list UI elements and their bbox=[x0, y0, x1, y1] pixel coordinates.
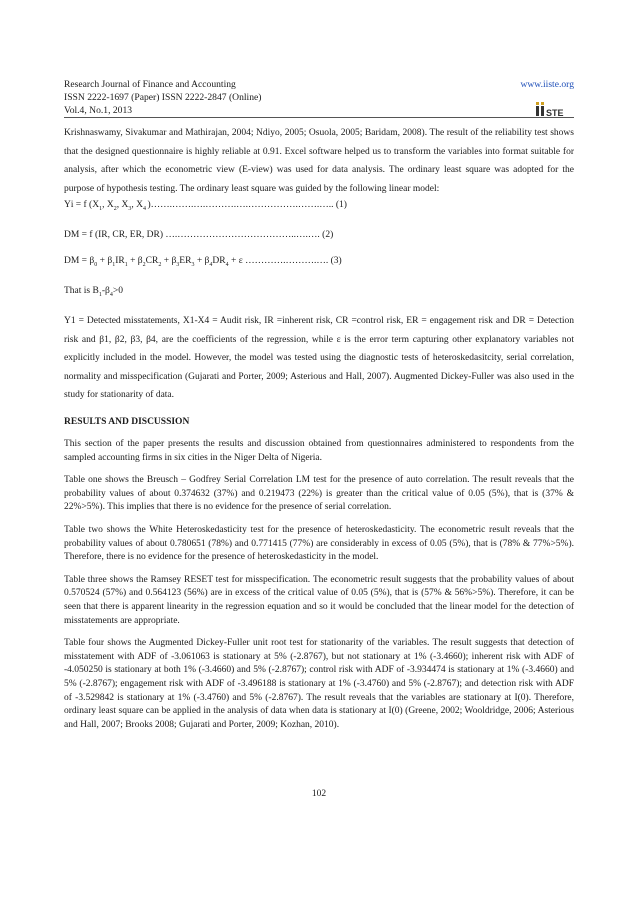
journal-url-link[interactable]: www.iiste.org bbox=[520, 79, 574, 90]
section-heading: RESULTS AND DISCUSSION bbox=[64, 417, 190, 428]
results-intro: This section of the paper presents the results and discussion obtained from questionnaires administered to respondents from the sampled accounting firms in six cities in the Niger Delta of Nigeria. bbox=[64, 439, 574, 463]
intro-paragraph: Krishnaswamy, Sivakumar and Mathirajan, 2004; Ndiyo, 2005; Osuola, 2005; Baridam, 2008). The result of the reliability test shows that the designed questionnaire is highly reliable at 0.91. Excel software helped us to transform the variables into format suitable for analysis, after which the econometric view (E-view) was used for data analysis. The ordinary least square was adopted for the purpose of hypothesis testing. The ordinary least square was guided by the following linear model: bbox=[64, 128, 574, 194]
equation-2: DM = f (IR, CR, ER, DR) ….………………………………..….…. (2) bbox=[64, 230, 334, 241]
table-three-paragraph: Table three shows the Ramsey RESET test for misspecification. The econometric result suggests that the probability values of about 0.570524 (57%) and 0.564123 (56%) are in excess of the critical value of 0.05 (5%), that is (57% & 56%>5%). Therefore, it can be seen that there is apparent linearity in the regression equation and so it would be concluded that the linear model for the detection of misstatements are appropriate. bbox=[64, 574, 574, 626]
header-divider bbox=[64, 117, 574, 118]
issn-line: ISSN 2222-1697 (Paper) ISSN 2222-2847 (Online) bbox=[64, 92, 262, 103]
variable-definitions: Y1 = Detected misstatements, X1-X4 = Audit risk, IR =inherent risk, CR =control risk, ER = engagement risk and DR = Detection risk and β1, β2, β3, β4, are the coefficients of the regression, while ε is the error term capturing other explanatory variables not explicitly included in the model. However, the model was tested using the diagnostic tests of heteroskedasitcity, serial correlation, normality and misspecification (Gujarati and Porter, 2009; Asterious and Hall, 2007). Augmented Dickey-Fuller was also used in the study for stationarity of data. bbox=[64, 316, 574, 401]
page-number: 102 bbox=[311, 789, 327, 799]
table-four-paragraph: Table four shows the Augmented Dickey-Fuller unit root test for stationarity of the variables. The result suggests that detection of misstatement with ADF of -3.061063 is stationary at 5% (-2.8767), but not stationary at 1% (-3.4660); inherent risk with ADF of -4.050250 is stationary at both 1% (-3.4660) and 5% (-2.8767); control risk with ADF of -3.934474 is stationary at 1% (-3.4660) and 5% (-2.8767); engagement risk with ADF of -3.496188 is stationary at 1% (-3.4760) and 5% (-2.8767); and detection risk with ADF of -3.529842 is stationary at 1% (-3.4760) and 5% (-2.8767). The result reveals that the variables are stationary at I(0). Therefore, ordinary least square can be applied in the analysis of data when data is stationary at I(0) (Greene, 2002; Wooldridge, 2006; Asterious and Hall, 2007; Brooks 2008; Gujarati and Porter, 2009; Kozhan, 2010). bbox=[64, 638, 574, 730]
page-header bbox=[64, 78, 574, 117]
svg-text:STE: STE bbox=[546, 108, 564, 118]
table-one-paragraph: Table one shows the Breusch – Godfrey Serial Correlation LM test for the presence of auto correlation. The result reveals that the probability values of about 0.374632 (37%) and 0.219473 (22%) is greater than the critical value of 0.05 (5%), that is (37% & 22%>5%). This implies that there is no evidence for the presence of serial correlation. bbox=[64, 475, 574, 513]
equation-1: Yi = f ($X_1$, $X_2$, $X_3$, $X_4$ )…….…….….……….….…………….…….….. (1) bbox=[64, 199, 347, 213]
hypothesis-line: That is $B_1-\beta_4>0$ bbox=[64, 286, 123, 299]
equation-3: DM = $\beta_0 + \beta_1IR_1 + \beta_2CR_2 + \beta_3ER_3 + \beta_4DR_4 + \varepsilon$ ………….……….…. (3) bbox=[64, 256, 342, 269]
article-body bbox=[64, 124, 574, 732]
journal-name: Research Journal of Finance and Accounting bbox=[64, 79, 236, 90]
volume-line: Vol.4, No.1, 2013 bbox=[64, 105, 133, 116]
table-two-paragraph: Table two shows the White Heteroskedasticity test for the presence of heteroskedasticity. The econometric result reveals that the probability values of about 0.780651 (78%) and 0.771415 (77%) are considerably in excess of 0.05 (5%), that is (78% & 77%>5%). Therefore, there is no evidence for the presence of heteroskedasticity in the model. bbox=[64, 524, 574, 563]
iiste-logo bbox=[528, 100, 568, 118]
